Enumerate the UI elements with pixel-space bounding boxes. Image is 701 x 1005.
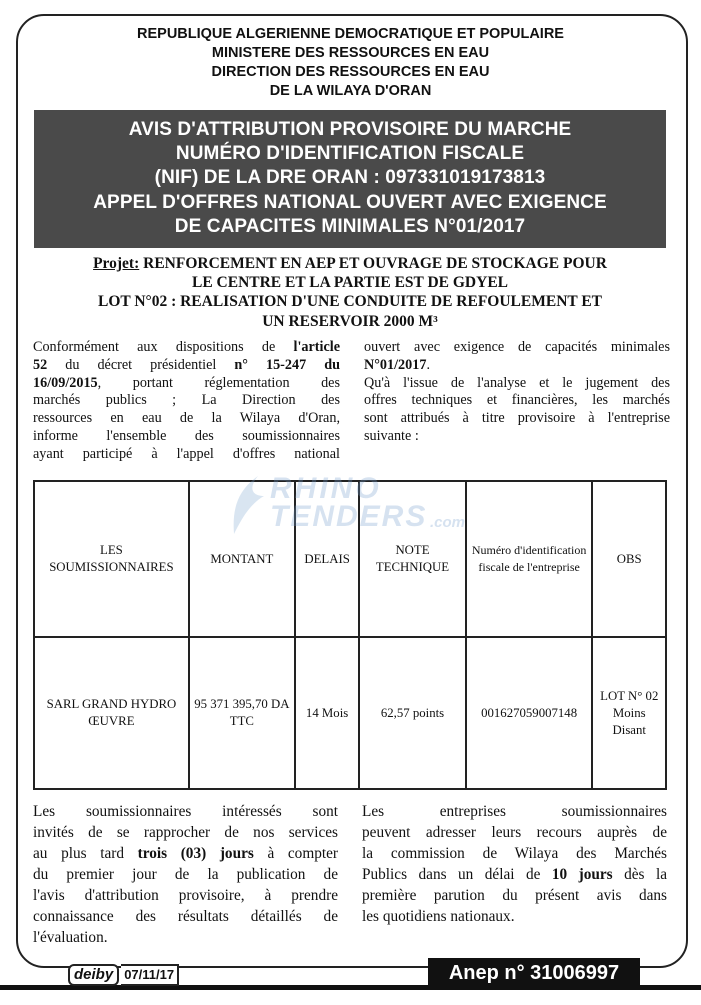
bottom-line: la commission de Wilaya des Marchés xyxy=(362,845,667,862)
intro-line: 16/09/2015, portant réglementation des xyxy=(33,374,340,391)
banner-line: AVIS D'ATTRIBUTION PROVISOIRE DU MARCHE xyxy=(128,119,572,140)
cell-nif: 001627059007148 xyxy=(466,637,593,789)
header xyxy=(0,25,701,101)
title-banner xyxy=(34,110,666,248)
header-line: REPUBLIQUE ALGERIENNE DEMOCRATIQUE ET POPULAIRE xyxy=(137,26,564,42)
project-block xyxy=(34,254,666,331)
bottom-right-column xyxy=(362,801,667,927)
watermark-text: .com xyxy=(430,514,466,531)
cell-montant: 95 371 395,70 DA TTC xyxy=(189,637,295,789)
bottom-line: peuvent adresser leurs recours auprès de xyxy=(362,824,667,841)
results-table xyxy=(33,480,667,790)
header-line: MINISTERE DES RESSOURCES EN EAU xyxy=(211,45,490,61)
header-line: DIRECTION DES RESSOURCES EN EAU xyxy=(211,64,490,80)
column-header: Numéro d'identification fiscale de l'entreprise xyxy=(466,481,593,637)
bottom-line: Publics dans un délai de 10 jours dès la xyxy=(362,866,667,883)
intro-left-column xyxy=(33,339,340,464)
banner-line: APPEL D'OFFRES NATIONAL OUVERT AVEC EXIGENCE xyxy=(93,191,607,213)
cell-soumissionnaire: SARL GRAND HYDRO ŒUVRE xyxy=(34,637,189,789)
bottom-line: au plus tard trois (03) jours à compter xyxy=(33,845,338,862)
anep-number: Anep n° 31006997 xyxy=(428,958,640,988)
project-line: LE CENTRE ET LA PARTIE EST DE GDYEL xyxy=(191,274,508,292)
banner-line: NUMÉRO D'IDENTIFICATION FISCALE xyxy=(175,143,525,165)
column-header: LES SOUMISSIONNAIRES xyxy=(34,481,189,637)
watermark-text: RHINO xyxy=(270,472,382,505)
project-text: RENFORCEMENT EN AEP ET OUVRAGE DE STOCKAGE POUR xyxy=(143,255,607,272)
intro-line: informe l'ensemble des soumissionnaires xyxy=(33,427,340,444)
intro-line: offres techniques et financières, les marchés xyxy=(364,392,670,409)
intro-line: sont attribués à titre provisoire à l'entreprise xyxy=(364,410,670,427)
bottom-line: les quotidiens nationaux. xyxy=(362,908,515,925)
cell-obs: LOT N° 02 Moins Disant xyxy=(592,637,666,789)
bottom-line: Les entreprises soumissionnaires xyxy=(362,803,667,820)
project-line: LOT N°02 : REALISATION D'UNE CONDUITE DE REFOULEMENT ET xyxy=(97,293,602,311)
table-row xyxy=(34,637,666,789)
bottom-line: l'évaluation. xyxy=(33,929,108,946)
bottom-line: connaissance des résultats détaillés de xyxy=(33,908,338,925)
intro-line: Conformément aux dispositions de l'article xyxy=(33,339,340,355)
column-header: MONTANT xyxy=(189,481,295,637)
intro-line: 52 du décret présidentiel n° 15-247 du xyxy=(33,356,340,373)
bottom-line: première parution du présent avis dans xyxy=(362,887,667,904)
bottom-line: l'avis d'attribution provisoire, à prendre xyxy=(33,887,338,904)
bottom-line: Les soumissionnaires intéressés sont xyxy=(33,803,338,820)
footer-left xyxy=(68,964,179,986)
header-line: DE LA WILAYA D'ORAN xyxy=(269,83,432,99)
cell-delais: 14 Mois xyxy=(295,637,359,789)
intro-line: suivante : xyxy=(364,427,419,444)
intro-line: N°01/2017. xyxy=(364,356,430,373)
bottom-line: du premier jour de la publication de xyxy=(33,866,338,883)
intro-line: ouvert avec exigence de capacités minimales xyxy=(364,339,670,355)
watermark-text: TENDERS xyxy=(270,500,428,533)
intro-line: Qu'à l'issue de l'analyse et le jugement des xyxy=(364,374,670,391)
bottom-left-column xyxy=(33,801,338,948)
project-line xyxy=(34,254,666,273)
banner-line: DE CAPACITES MINIMALES N°01/2017 xyxy=(174,215,526,237)
publication-date: 07/11/17 xyxy=(121,964,179,986)
column-header: OBS xyxy=(592,481,666,637)
intro-line: ressources en eau de la Wilaya d'Oran, xyxy=(33,410,340,427)
column-header: NOTE TECHNIQUE xyxy=(359,481,465,637)
column-header: DELAIS xyxy=(295,481,359,637)
project-label: Projet: xyxy=(93,255,140,272)
intro-line: ayant participé à l'appel d'offres national xyxy=(33,445,340,462)
intro-line: marchés publics ; La Direction des xyxy=(33,392,340,409)
project-line: UN RESERVOIR 2000 M³ xyxy=(262,312,438,330)
bottom-line: invités de se rapprocher de nos services xyxy=(33,824,338,841)
intro-right-column xyxy=(364,339,670,446)
cell-note: 62,57 points xyxy=(359,637,465,789)
banner-line: (NIF) DE LA DRE ORAN : 097331019173813 xyxy=(154,167,546,189)
table-header-row xyxy=(34,481,666,637)
publisher-logo: deiby xyxy=(68,964,119,986)
